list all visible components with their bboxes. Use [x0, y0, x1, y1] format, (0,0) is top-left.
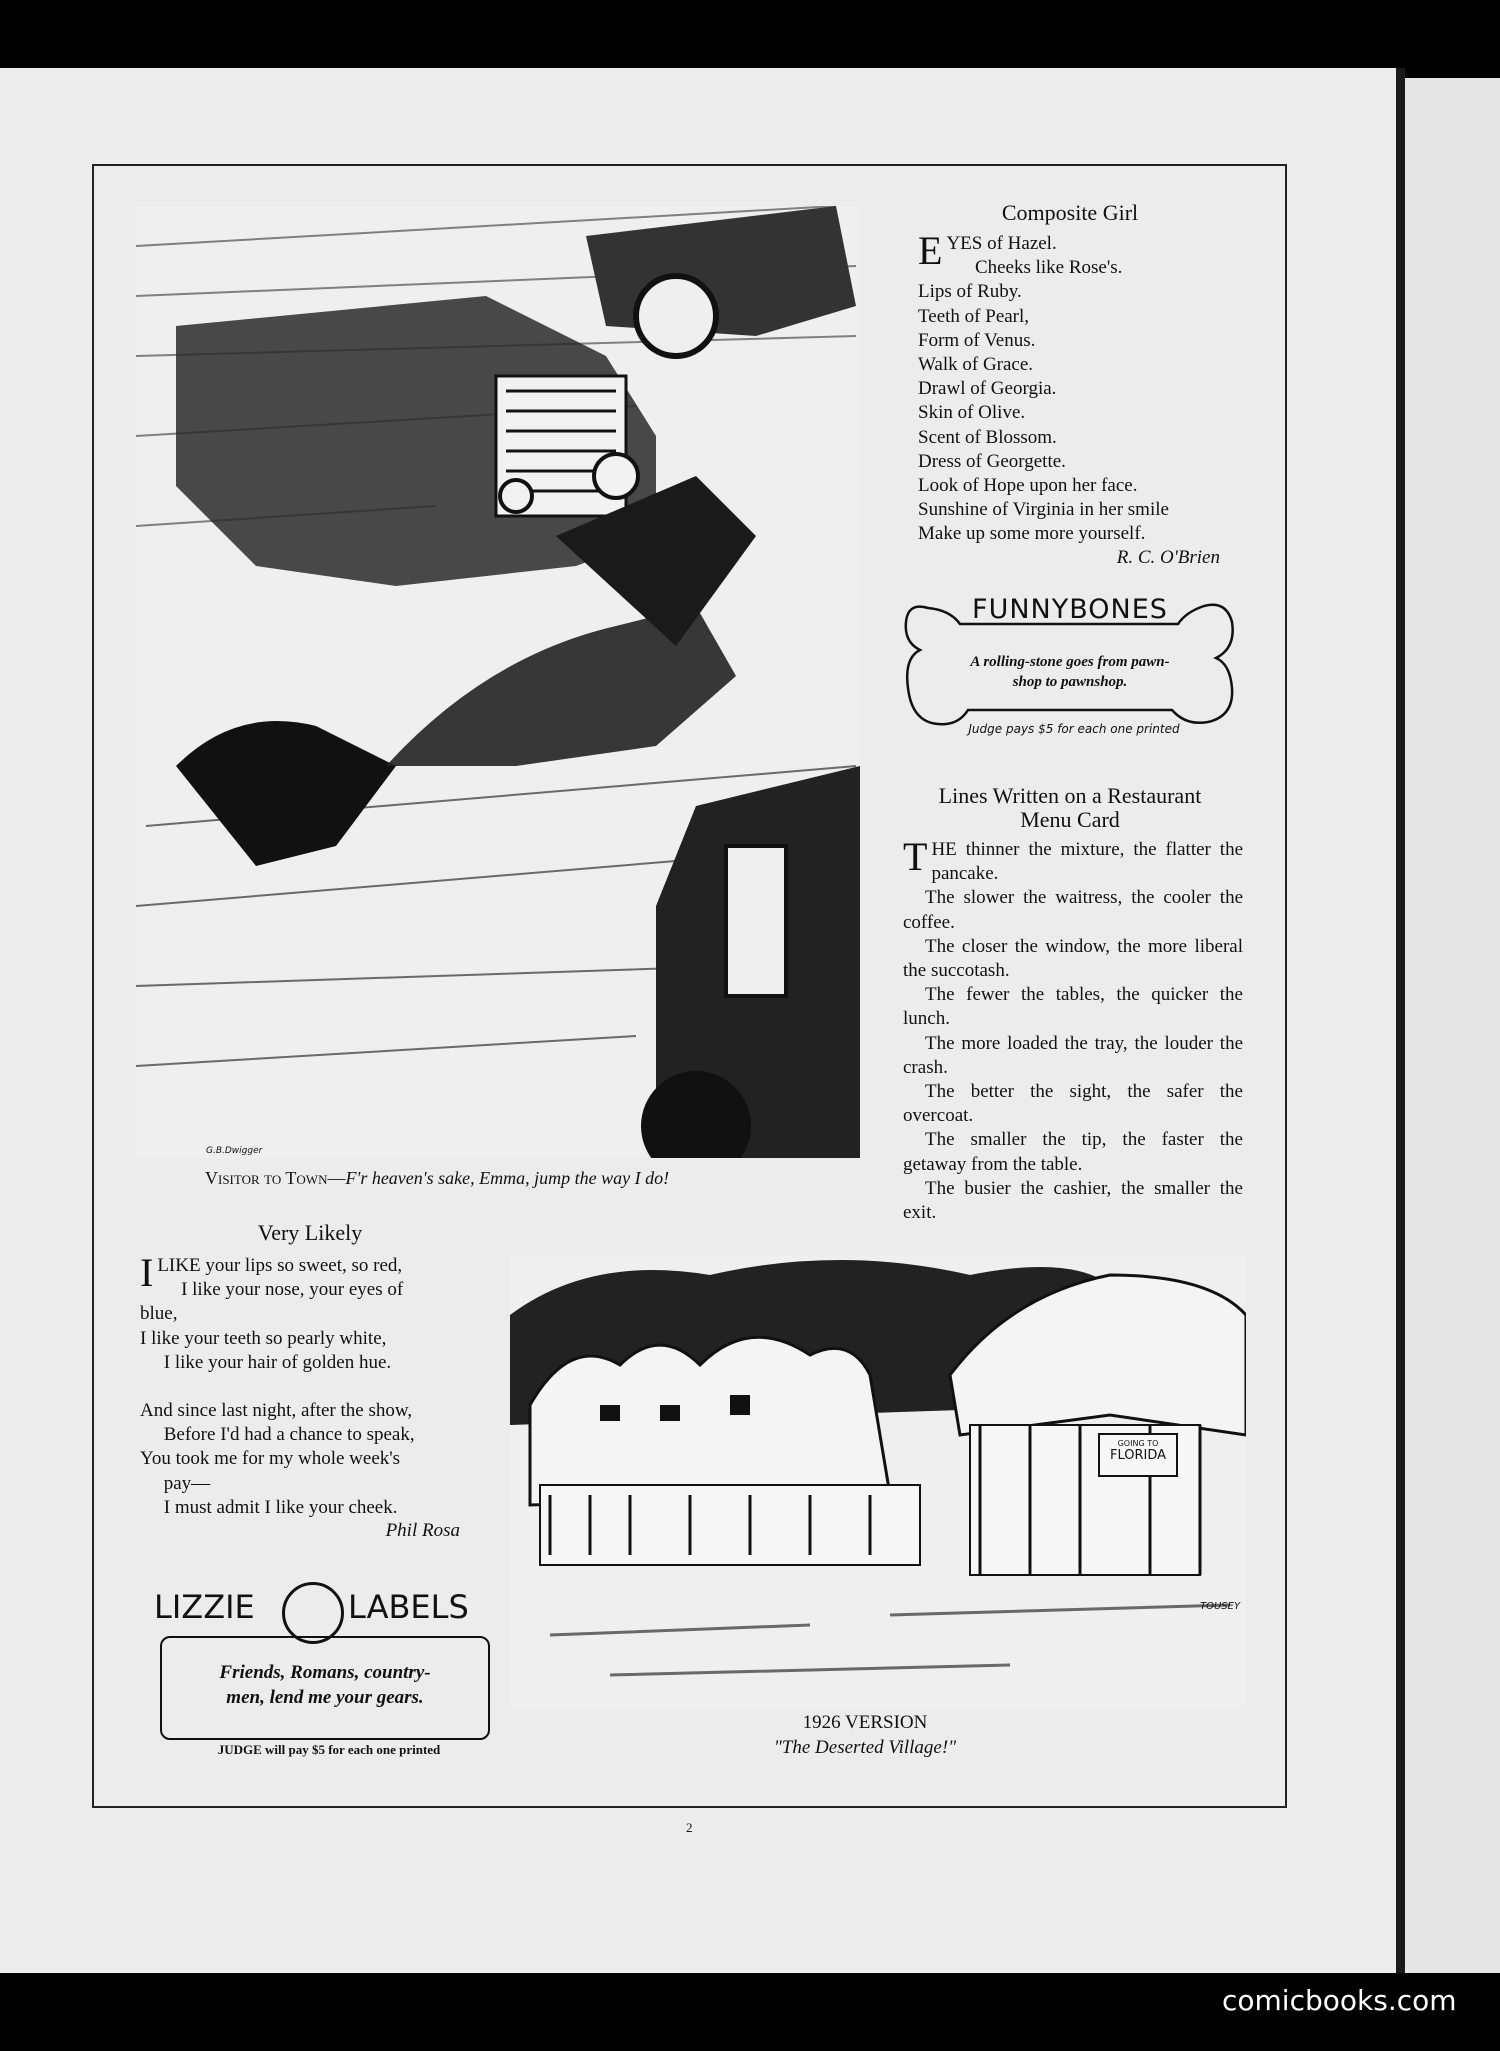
- sign-line-2: FLORIDA: [1109, 1448, 1167, 1463]
- very-likely-poem-line: I like your teeth so pearly white,: [140, 1327, 387, 1349]
- very-likely-poem-line: LIKE your lips so sweet, so red,: [157, 1255, 403, 1276]
- composite-girl-lines: [918, 228, 1238, 547]
- very-likely-poem: [140, 1250, 480, 1542]
- funnybones-box: [898, 592, 1242, 744]
- very-likely-poem-line: Before I'd had a chance to speak,: [140, 1424, 415, 1446]
- steering-wheel-icon: [282, 1582, 344, 1644]
- menu-card-paragraph: The busier the cashier, the smaller the exit.: [903, 1177, 1243, 1224]
- funnybones-joke-line-1: A rolling-stone goes from pawn-: [970, 654, 1170, 670]
- lizzie-labels-joke-line-2: men, lend me your gears.: [226, 1687, 424, 1708]
- composite-girl-poem-line: YES of Hazel.: [946, 233, 1057, 254]
- menu-card-title-line-2: Menu Card: [1020, 807, 1120, 832]
- page-number: 2: [686, 1820, 693, 1835]
- artist-signature: G.B.Dwigger: [206, 1146, 263, 1156]
- page-gutter: [1396, 68, 1405, 1973]
- menu-card-paragraph: The better the sight, the safer the overcoat.: [903, 1081, 1243, 1127]
- menu-card-title: [895, 784, 1245, 832]
- composite-girl-poem: [918, 228, 1238, 569]
- lizzie-labels-heading-left: LIZZIE: [154, 1588, 255, 1626]
- composite-girl-poem-line: Cheeks like Rose's.: [946, 257, 1123, 279]
- caption-title: 1926 VERSION: [802, 1712, 928, 1733]
- lizzie-labels-joke-line-1: Friends, Romans, country-: [219, 1662, 431, 1683]
- site-watermark: comicbooks.com: [1222, 1984, 1457, 2017]
- cartoon-deserted-village: [510, 1255, 1246, 1710]
- lizzie-labels-footer: JUDGE will pay $5 for each one printed: [217, 1742, 441, 1757]
- composite-girl-poem-line: Form of Venus.: [918, 329, 1036, 351]
- composite-girl-poem-line: Walk of Grace.: [918, 354, 1034, 376]
- lizzie-labels-joke-box: [160, 1636, 490, 1740]
- caption-dash: —: [327, 1168, 346, 1188]
- menu-card-paragraph: The slower the waitress, the cooler the coffee.: [903, 887, 1243, 933]
- menu-card-paragraph: The closer the window, the more liberal the succotash.: [903, 935, 1243, 982]
- cartoon-visitor-to-town: [136, 206, 860, 1158]
- cartoon-2-caption: [720, 1710, 1010, 1760]
- very-likely-poem-line: pay—: [140, 1472, 211, 1494]
- menu-card-dropcap: T: [903, 834, 928, 879]
- funnybones-footer: Judge pays $5 for each one printed: [968, 722, 1180, 736]
- adjacent-page-edge: [1405, 78, 1500, 1973]
- very-likely-poem-line: [140, 1375, 480, 1399]
- composite-girl-poem-line: Sunshine of Virginia in her smile: [918, 499, 1169, 521]
- composite-girl-poem-line: Scent of Blossom.: [918, 426, 1057, 448]
- very-likely-poem-line: blue,: [140, 1303, 178, 1325]
- composite-girl-dropcap: E: [918, 228, 943, 273]
- very-likely-poem-line: I must admit I like your cheek.: [140, 1496, 398, 1518]
- composite-girl-author: R. C. O'Brien: [1116, 546, 1220, 568]
- very-likely-author: Phil Rosa: [385, 1520, 460, 1542]
- composite-girl-poem-line: Skin of Olive.: [918, 402, 1026, 424]
- funnybones-heading: FUNNYBONES: [972, 594, 1168, 625]
- menu-card-first-line: HE thinner the mixture, the flatter the pancake.: [931, 839, 1243, 885]
- menu-card-paragraph: The smaller the tip, the faster the getaway from the table.: [903, 1129, 1243, 1175]
- very-likely-poem-line: You took me for my whole week's: [140, 1448, 401, 1470]
- menu-card-title-line-1: Lines Written on a Restaurant: [938, 783, 1202, 808]
- menu-card-paragraphs: [903, 886, 1243, 1225]
- caption-subtitle: "The Deserted Village!": [773, 1737, 957, 1758]
- funnybones-joke-line-2: shop to pawnshop.: [1012, 674, 1128, 690]
- very-likely-poem-line: I like your nose, your eyes of: [157, 1279, 404, 1301]
- lizzie-labels-heading-right: LABELS: [348, 1588, 469, 1626]
- florida-sign: [1098, 1433, 1178, 1477]
- very-likely-dropcap: I: [140, 1250, 154, 1295]
- cartoon-1-caption: [205, 1168, 845, 1189]
- composite-girl-poem-line: Lips of Ruby.: [918, 281, 1022, 303]
- sign-line-1: GOING TO: [1117, 1439, 1159, 1448]
- lizzie-labels-box: [150, 1580, 500, 1765]
- composite-girl-poem-line: Make up some more yourself.: [918, 523, 1146, 545]
- composite-girl-poem-line: Drawl of Georgia.: [918, 378, 1057, 400]
- caption-text: F'r heaven's sake, Emma, jump the way I do!: [345, 1168, 670, 1188]
- very-likely-lines: [140, 1250, 480, 1520]
- caption-lead: Visitor to Town: [205, 1168, 328, 1188]
- menu-card-text: [903, 834, 1243, 1225]
- menu-card-paragraph: The fewer the tables, the quicker the lunch.: [903, 984, 1243, 1030]
- composite-girl-poem-line: Look of Hope upon her face.: [918, 475, 1138, 497]
- composite-girl-poem-line: Teeth of Pearl,: [918, 305, 1030, 327]
- very-likely-poem-line: I like your hair of golden hue.: [140, 1351, 392, 1373]
- very-likely-title: Very Likely: [257, 1220, 363, 1245]
- artist-signature-2: TOUSEY: [1200, 1601, 1241, 1612]
- composite-girl-title: Composite Girl: [1001, 200, 1139, 225]
- very-likely-poem-line: And since last night, after the show,: [140, 1400, 413, 1422]
- composite-girl-poem-line: Dress of Georgette.: [918, 450, 1066, 472]
- menu-card-paragraph: The more loaded the tray, the louder the crash.: [903, 1032, 1243, 1078]
- funnybones-joke: [928, 652, 1212, 692]
